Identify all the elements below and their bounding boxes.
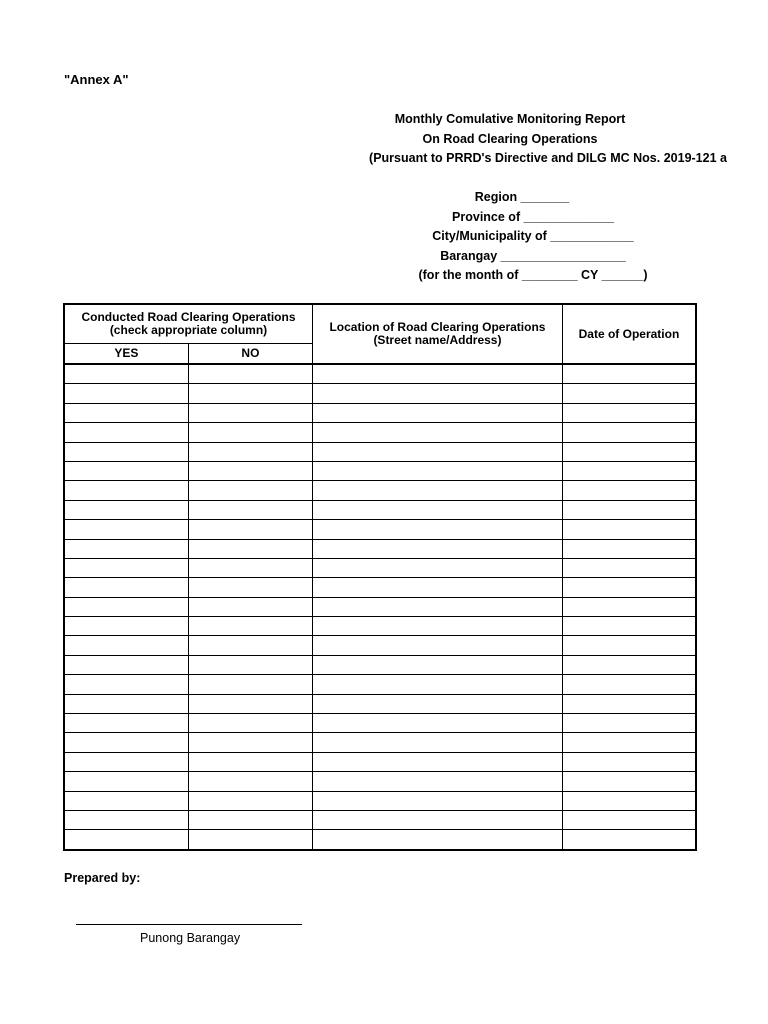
date-cell[interactable] <box>562 714 696 733</box>
title-line-2: On Road Clearing Operations <box>422 131 598 146</box>
table-row <box>64 772 696 791</box>
location-cell[interactable] <box>313 694 563 713</box>
location-cell[interactable] <box>313 384 563 403</box>
no-cell[interactable] <box>188 461 312 480</box>
date-cell[interactable] <box>562 733 696 752</box>
table-row <box>64 597 696 616</box>
table-row <box>64 403 696 422</box>
location-cell[interactable] <box>313 481 563 500</box>
location-cell[interactable] <box>313 423 563 442</box>
date-cell[interactable] <box>562 539 696 558</box>
table-row <box>64 481 696 500</box>
region-field: Region _______ <box>474 190 570 204</box>
location-cell[interactable] <box>313 752 563 771</box>
table-row <box>64 655 696 674</box>
location-cell[interactable] <box>313 810 563 829</box>
date-cell[interactable] <box>562 655 696 674</box>
location-cell[interactable] <box>313 772 563 791</box>
date-cell[interactable] <box>562 364 696 384</box>
yes-cell[interactable] <box>64 500 188 519</box>
location-cell[interactable] <box>313 500 563 519</box>
location-cell[interactable] <box>313 655 563 674</box>
table-row <box>64 694 696 713</box>
table-row <box>64 752 696 771</box>
conducted-header-line-1: Conducted Road Clearing Operations <box>81 310 296 324</box>
date-cell[interactable] <box>562 694 696 713</box>
table-row <box>64 791 696 810</box>
no-cell[interactable] <box>188 810 312 829</box>
location-cell[interactable] <box>313 558 563 577</box>
yes-cell[interactable] <box>64 461 188 480</box>
yes-cell[interactable] <box>64 617 188 636</box>
table-row <box>64 539 696 558</box>
date-cell[interactable] <box>562 442 696 461</box>
date-cell[interactable] <box>562 752 696 771</box>
table-row <box>64 578 696 597</box>
yes-cell[interactable] <box>64 675 188 694</box>
location-cell[interactable] <box>313 461 563 480</box>
yes-cell[interactable] <box>64 694 188 713</box>
no-cell[interactable] <box>188 791 312 810</box>
month-field: (for the month of ________ CY ______) <box>418 268 648 282</box>
table-row <box>64 423 696 442</box>
location-header-line-2: (Street name/Address) <box>373 333 502 347</box>
location-cell[interactable] <box>313 675 563 694</box>
no-cell[interactable] <box>188 442 312 461</box>
yes-cell[interactable] <box>64 481 188 500</box>
date-cell[interactable] <box>562 481 696 500</box>
signer-title: Punong Barangay <box>140 931 241 945</box>
no-cell[interactable] <box>188 655 312 674</box>
date-cell[interactable] <box>562 500 696 519</box>
annex-label: "Annex A" <box>64 72 129 87</box>
date-cell[interactable] <box>562 772 696 791</box>
no-cell[interactable] <box>188 636 312 655</box>
table-row <box>64 830 696 850</box>
report-table <box>63 303 697 851</box>
location-header <box>313 304 563 364</box>
no-cell[interactable] <box>188 772 312 791</box>
yes-cell[interactable] <box>64 520 188 539</box>
date-cell[interactable] <box>562 791 696 810</box>
yes-cell[interactable] <box>64 423 188 442</box>
conducted-header <box>64 304 313 344</box>
location-cell[interactable] <box>313 733 563 752</box>
location-header-line-1: Location of Road Clearing Operations <box>329 320 546 334</box>
no-cell[interactable] <box>188 830 312 850</box>
date-cell[interactable] <box>562 520 696 539</box>
date-cell[interactable] <box>562 597 696 616</box>
title-line-3: (Pursuant to PRRD's Directive and DILG MC Nos. 2019-121 a <box>369 151 727 165</box>
date-cell[interactable] <box>562 578 696 597</box>
table-row <box>64 442 696 461</box>
date-cell[interactable] <box>562 423 696 442</box>
yes-cell[interactable] <box>64 752 188 771</box>
yes-cell[interactable] <box>64 655 188 674</box>
no-cell[interactable] <box>188 558 312 577</box>
yes-cell[interactable] <box>64 772 188 791</box>
yes-cell[interactable] <box>64 558 188 577</box>
no-cell[interactable] <box>188 617 312 636</box>
no-cell[interactable] <box>188 752 312 771</box>
location-cell[interactable] <box>313 830 563 850</box>
yes-cell[interactable] <box>64 597 188 616</box>
location-cell[interactable] <box>313 617 563 636</box>
no-cell[interactable] <box>188 597 312 616</box>
conducted-header-line-2: (check appropriate column) <box>109 323 268 337</box>
table-row <box>64 675 696 694</box>
yes-cell[interactable] <box>64 636 188 655</box>
table-row <box>64 810 696 829</box>
location-cell[interactable] <box>313 597 563 616</box>
yes-cell[interactable] <box>64 714 188 733</box>
date-cell[interactable] <box>562 810 696 829</box>
city-field: City/Municipality of ____________ <box>432 229 634 243</box>
no-cell[interactable] <box>188 675 312 694</box>
table-row <box>64 733 696 752</box>
barangay-field: Barangay __________________ <box>440 248 626 263</box>
table-row <box>64 500 696 519</box>
table-row <box>64 617 696 636</box>
no-cell[interactable] <box>188 364 312 384</box>
yes-cell[interactable] <box>64 791 188 810</box>
yes-cell[interactable] <box>64 830 188 850</box>
no-cell[interactable] <box>188 384 312 403</box>
location-cell[interactable] <box>313 364 563 384</box>
province-field: Province of _____________ <box>452 209 614 224</box>
table-row <box>64 364 696 384</box>
yes-cell[interactable] <box>64 364 188 384</box>
yes-cell[interactable] <box>64 578 188 597</box>
yes-cell[interactable] <box>64 442 188 461</box>
no-cell[interactable] <box>188 714 312 733</box>
yes-cell[interactable] <box>64 384 188 403</box>
yes-header: YES <box>64 344 188 365</box>
location-cell[interactable] <box>313 520 563 539</box>
table-row <box>64 384 696 403</box>
table-row <box>64 714 696 733</box>
yes-cell[interactable] <box>64 810 188 829</box>
no-cell[interactable] <box>188 481 312 500</box>
no-cell[interactable] <box>188 694 312 713</box>
location-cell[interactable] <box>313 791 563 810</box>
table-row <box>64 461 696 480</box>
date-cell[interactable] <box>562 461 696 480</box>
table-row <box>64 636 696 655</box>
no-cell[interactable] <box>188 520 312 539</box>
date-header: Date of Operation <box>562 304 696 364</box>
date-cell[interactable] <box>562 636 696 655</box>
signature-line <box>76 924 302 925</box>
location-cell[interactable] <box>313 442 563 461</box>
date-cell[interactable] <box>562 617 696 636</box>
date-cell[interactable] <box>562 830 696 850</box>
no-cell[interactable] <box>188 539 312 558</box>
location-cell[interactable] <box>313 636 563 655</box>
no-cell[interactable] <box>188 500 312 519</box>
table-body <box>64 364 696 850</box>
location-cell[interactable] <box>313 403 563 422</box>
table-row <box>64 558 696 577</box>
yes-cell[interactable] <box>64 403 188 422</box>
date-cell[interactable] <box>562 403 696 422</box>
yes-cell[interactable] <box>64 539 188 558</box>
no-cell[interactable] <box>188 403 312 422</box>
location-cell[interactable] <box>313 578 563 597</box>
table-row <box>64 520 696 539</box>
no-cell[interactable] <box>188 733 312 752</box>
date-cell[interactable] <box>562 558 696 577</box>
location-cell[interactable] <box>313 714 563 733</box>
prepared-by-label: Prepared by: <box>64 871 141 885</box>
yes-cell[interactable] <box>64 733 188 752</box>
location-cell[interactable] <box>313 539 563 558</box>
no-cell[interactable] <box>188 423 312 442</box>
date-cell[interactable] <box>562 675 696 694</box>
no-header: NO <box>188 344 312 365</box>
title-line-1: Monthly Comulative Monitoring Report <box>394 112 626 126</box>
no-cell[interactable] <box>188 578 312 597</box>
date-cell[interactable] <box>562 384 696 403</box>
